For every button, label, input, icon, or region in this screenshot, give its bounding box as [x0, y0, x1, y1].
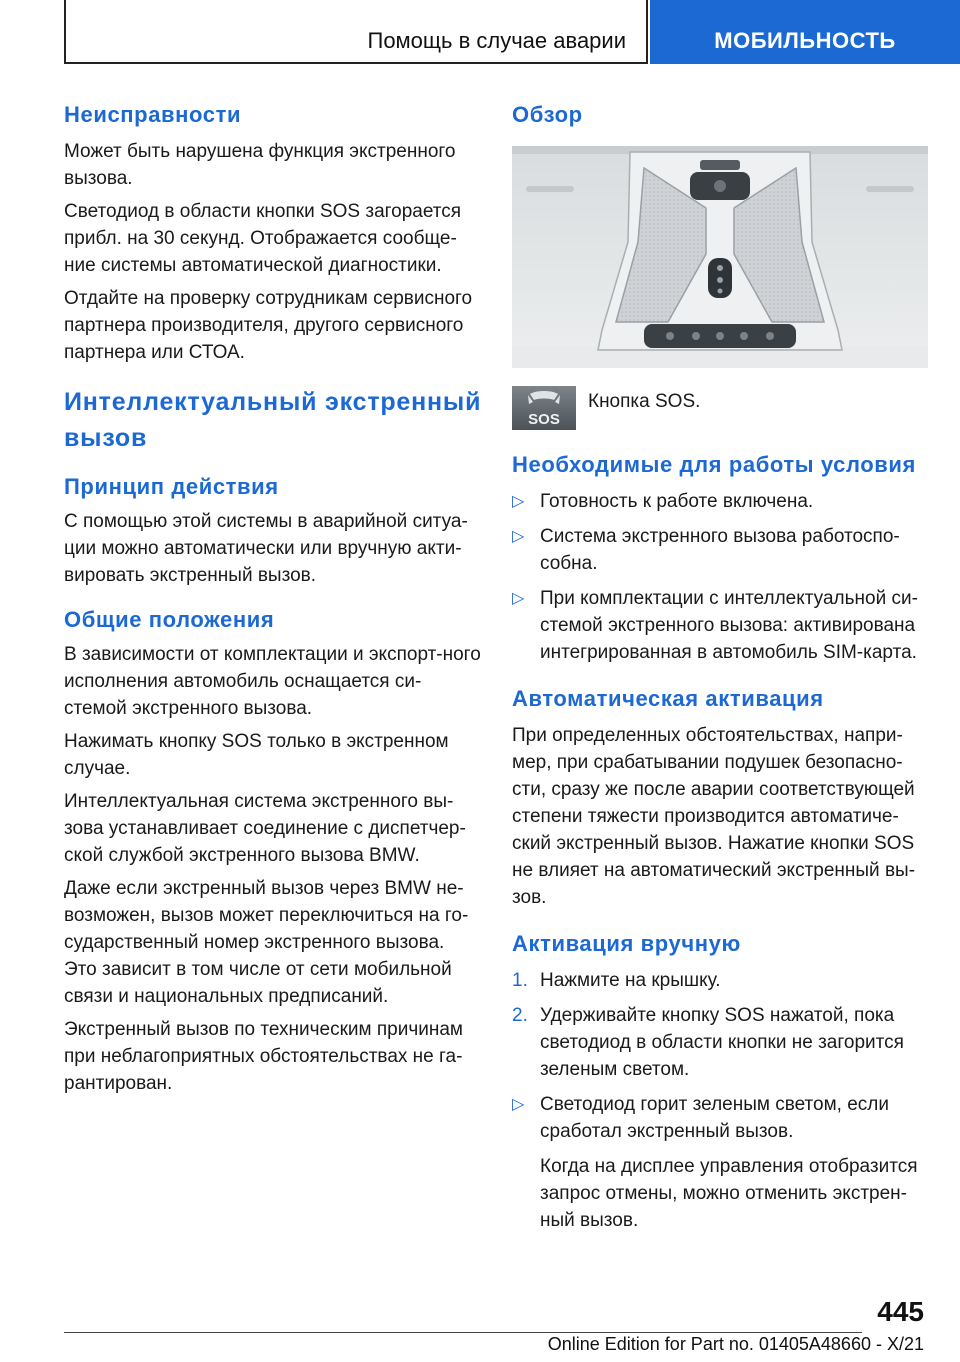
bullet-triangle-icon: ▷ [512, 1096, 525, 1113]
sos-icon-text: SOS [528, 411, 560, 428]
footer-divider [64, 1332, 862, 1333]
overhead-console-illustration [512, 146, 928, 368]
requirements-list [512, 488, 928, 666]
heading-requirements: Необходимые для работы условия [512, 452, 916, 477]
manual-steps-list [512, 967, 928, 1145]
left-column [64, 100, 482, 1097]
heading-faults: Неисправности [64, 102, 242, 127]
page-number: 445 [877, 1296, 924, 1327]
footer-edition: Online Edition for Part no. 01405A48660 - X/21 [547, 1334, 924, 1354]
paragraph: При определенных обстоятельствах, напри-мер, при срабатывании подушек безопасно-сти, сразу же после аварии соответствующей степени тяжести производится автоматиче-ский экстренный вызов. Нажатие кнопки SOS не влияет на автоматический экстренный вы-зов. [512, 725, 916, 908]
list-item [512, 1002, 928, 1083]
list-item-text: Нажмите на крышку. [540, 970, 721, 991]
header-chapter-label: МОБИЛЬНОСТЬ [714, 28, 896, 53]
header-section-title: Помощь в случае аварии [367, 28, 626, 53]
paragraph: В зависимости от комплектации и экспорт-ного исполнения автомобиль оснащается си-стемой экстренного вызова. [64, 644, 481, 719]
page-header [0, 0, 960, 66]
list-item [512, 585, 928, 666]
list-item-text: При комплектации с интеллектуальной си-стемой экстренного вызова: активирована интегрированная в автомобиль SIM-карта. [540, 588, 918, 663]
right-column [512, 100, 928, 1234]
list-item-text: Система экстренного вызова работоспо-собна. [540, 526, 900, 574]
list-item [512, 523, 928, 577]
paragraph: Может быть нарушена функция экстренного вызова. [64, 141, 456, 189]
list-item [512, 967, 928, 994]
heading-automatic-activation: Автоматическая активация [512, 686, 824, 711]
paragraph: Отдайте на проверку сотрудникам сервисного партнера производителя, другого сервисного партнера или СТОА. [64, 288, 473, 363]
bullet-triangle-icon: ▷ [512, 493, 525, 510]
header-section-box [64, 0, 648, 64]
list-item-text: Светодиод горит зеленым светом, если сработал экстренный вызов. [540, 1094, 889, 1142]
sos-button-icon [512, 386, 576, 430]
sos-icon-legend [512, 386, 928, 430]
list-item [512, 488, 928, 515]
bullet-triangle-icon: ▷ [512, 590, 525, 607]
step-number: 1. [512, 970, 528, 991]
paragraph: Экстренный вызов по техническим причинам при неблагоприятных обстоятельствах не га-рантирован. [64, 1019, 463, 1094]
header-chapter-tab[interactable] [650, 0, 960, 64]
list-item-text: Удерживайте кнопку SOS нажатой, пока светодиод в области кнопки не загорится зеленым светом. [540, 1005, 904, 1080]
bullet-triangle-icon: ▷ [512, 528, 525, 545]
paragraph: С помощью этой системы в аварийной ситуа-ции можно автоматически или вручную акти-вировать экстренный вызов. [64, 511, 468, 586]
sos-icon-caption: Кнопка SOS. [588, 391, 701, 412]
list-item [512, 1091, 928, 1145]
paragraph: Даже если экстренный вызов через BMW не-возможен, вызов может переключиться на го-сударственный номер экстренного вызова. Это зависит в том числе от сети мобильной связи и национальных предписаний. [64, 878, 469, 1007]
heading-manual-activation: Активация вручную [512, 931, 741, 956]
paragraph: Интеллектуальная система экстренного вы-зова устанавливает соединение с диспетчер-ской службой экстренного вызова BMW. [64, 791, 466, 866]
paragraph: Светодиод в области кнопки SOS загорается прибл. на 30 секунд. Отображается сообще-ние системы автоматической диагностики. [64, 201, 462, 276]
step-number: 2. [512, 1005, 528, 1026]
paragraph: Нажимать кнопку SOS только в экстренном случае. [64, 731, 449, 779]
heading-overview: Обзор [512, 102, 583, 127]
heading-principle: Принцип действия [64, 474, 279, 499]
result-note: Когда на дисплее управления отобразится запрос отмены, можно отменить экстрен-ный вызов. [540, 1156, 918, 1231]
list-item-text: Готовность к работе включена. [540, 491, 814, 512]
heading-general: Общие положения [64, 607, 275, 632]
heading-intelligent-emergency-call: Интеллектуальный экстренный вызов [64, 388, 482, 452]
overhead-console-photo [512, 146, 928, 368]
